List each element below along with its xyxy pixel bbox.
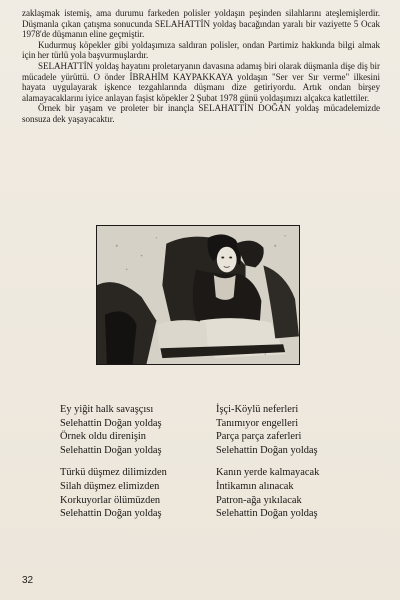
portrait-photo bbox=[96, 225, 300, 365]
poem-line: Selehattin Doğan yoldaş bbox=[216, 445, 318, 457]
poem-line: Selehattin Doğan yoldaş bbox=[216, 508, 318, 520]
paragraph-2: Kudurmuş köpekler gibi yoldaşımıza saldıran polisler, ondan Partimiz hakkında bilgi almak için her türlü yola başvurmuşlardır. bbox=[22, 39, 380, 61]
poem-stanza bbox=[60, 466, 167, 521]
poem-line: Ey yiğit halk savaşçısı bbox=[60, 404, 154, 415]
page-number: 32 bbox=[22, 575, 34, 586]
portrait-photo-graphic bbox=[97, 226, 299, 364]
poem-left-column bbox=[60, 403, 167, 530]
prose-block bbox=[22, 8, 380, 125]
poem-line: Kanın yerde kalmayacak bbox=[216, 467, 320, 479]
poem-line: Korkuyorlar ölümüzden bbox=[60, 494, 161, 506]
poem-line: Selehattin Doğan yoldaş bbox=[60, 445, 162, 457]
poem-stanza bbox=[216, 466, 319, 521]
paragraph-1: zaklaşmak istemiş, ama durumu farkeden polisler yoldaşın peşinden silahlarını ateşlemişlerdir. Düşmanla çıkan çatışma sonucunda SELAHATTİN yoldaş bacağından yaralı bir vaziyette 5 Ocak 1978'de düşmanın eline geçmiştir. bbox=[22, 8, 380, 40]
poem-line: Tanımıyor engelleri bbox=[216, 417, 299, 429]
poem-line: Patron-ağa yıkılacak bbox=[216, 494, 302, 506]
poem-line: İntikamın alınacak bbox=[216, 481, 294, 493]
poem-line: Türkü düşmez dilimizden bbox=[60, 467, 167, 479]
poem-line: Selehattin Doğan yoldaş bbox=[60, 417, 162, 429]
poem-line: Örnek oldu direnişin bbox=[60, 431, 146, 443]
poem-line: Silah düşmez elimizden bbox=[60, 481, 160, 493]
poem-line: Parça parça zaferleri bbox=[216, 431, 302, 443]
poem-line: İşçi-Köylü neferleri bbox=[216, 404, 299, 415]
paragraph-3: SELAHATTİN yoldaş hayatını proletaryanın davasına adamış biri olarak düşmanla dişe diş bir mücadele yürüttü. O önder İBRAHİM KAYPAKKAYA yoldaşın "Ser ver Sır verme" ilkesini hayata uygulayarak işkence tezgahlarında düşmanı dize getiriyordu. Artık ondan birşey alamayacaklarını iyice anlayan faşist köpekler 2 Şubat 1978 günü yoldaşımızı alçakca katlettiler. bbox=[22, 60, 380, 103]
poem-right-column bbox=[216, 403, 319, 530]
paragraph-4: Örnek bir yaşam ve proleter bir inançla SELAHATTİN DOĞAN yoldaş mücadelemizde sonsuza dek yaşayacaktır. bbox=[22, 103, 380, 124]
poem-line: Selehattin Doğan yoldaş bbox=[60, 508, 162, 520]
poem-stanza bbox=[60, 403, 167, 458]
poem-stanza bbox=[216, 403, 319, 458]
